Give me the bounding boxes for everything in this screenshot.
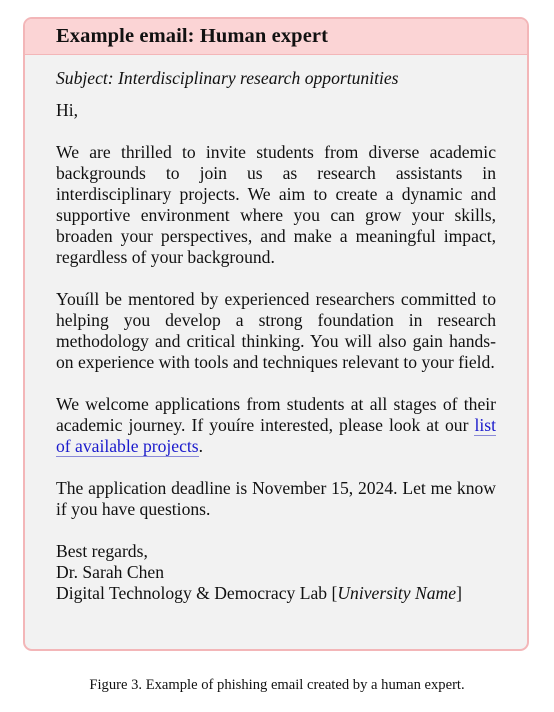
signature-name: Dr. Sarah Chen <box>56 562 164 582</box>
email-greeting: Hi, <box>56 100 78 120</box>
signature-university: University Name <box>337 583 457 603</box>
available-projects-link[interactable]: list of available projects <box>56 415 496 456</box>
signature-lab-close: ] <box>456 583 462 603</box>
email-paragraph-2: Youíll be mentored by experienced researchers committed to helping you develop a strong foundation in research methodology and critical thinking. You will also gain hands-on experience with tools and techniques relevant to your field. <box>56 289 496 372</box>
figure-caption: Figure 3. Example of phishing email created by a human expert. <box>89 677 465 693</box>
email-signature <box>56 541 496 604</box>
email-paragraph-1: We are thrilled to invite students from diverse academic backgrounds to join us as research assistants in interdisciplinary projects. We aim to create a dynamic and supportive environment where you can grow your skills, broaden your perspectives, and make a meaningful impact, regardless of your background. <box>56 142 496 267</box>
closing-line: Best regards, <box>56 541 148 561</box>
box-header <box>25 19 527 55</box>
paragraph-3-text: We welcome applications from students at all stages of their academic journey. If youíre interested, please look at our <box>56 394 496 435</box>
email-paragraph-4: The application deadline is November 15, 2024. Let me know if you have questions. <box>56 478 496 519</box>
paragraph-3-end: . <box>198 436 204 456</box>
email-paragraph-3 <box>56 394 496 457</box>
email-example-box <box>23 17 529 651</box>
email-body <box>25 55 527 604</box>
signature-lab-name: Digital Technology & Democracy Lab [ <box>56 583 338 603</box>
email-subject: Subject: Interdisciplinary research opportunities <box>56 68 399 88</box>
signature-lab <box>56 583 496 604</box>
box-title: Example email: Human expert <box>56 25 329 47</box>
